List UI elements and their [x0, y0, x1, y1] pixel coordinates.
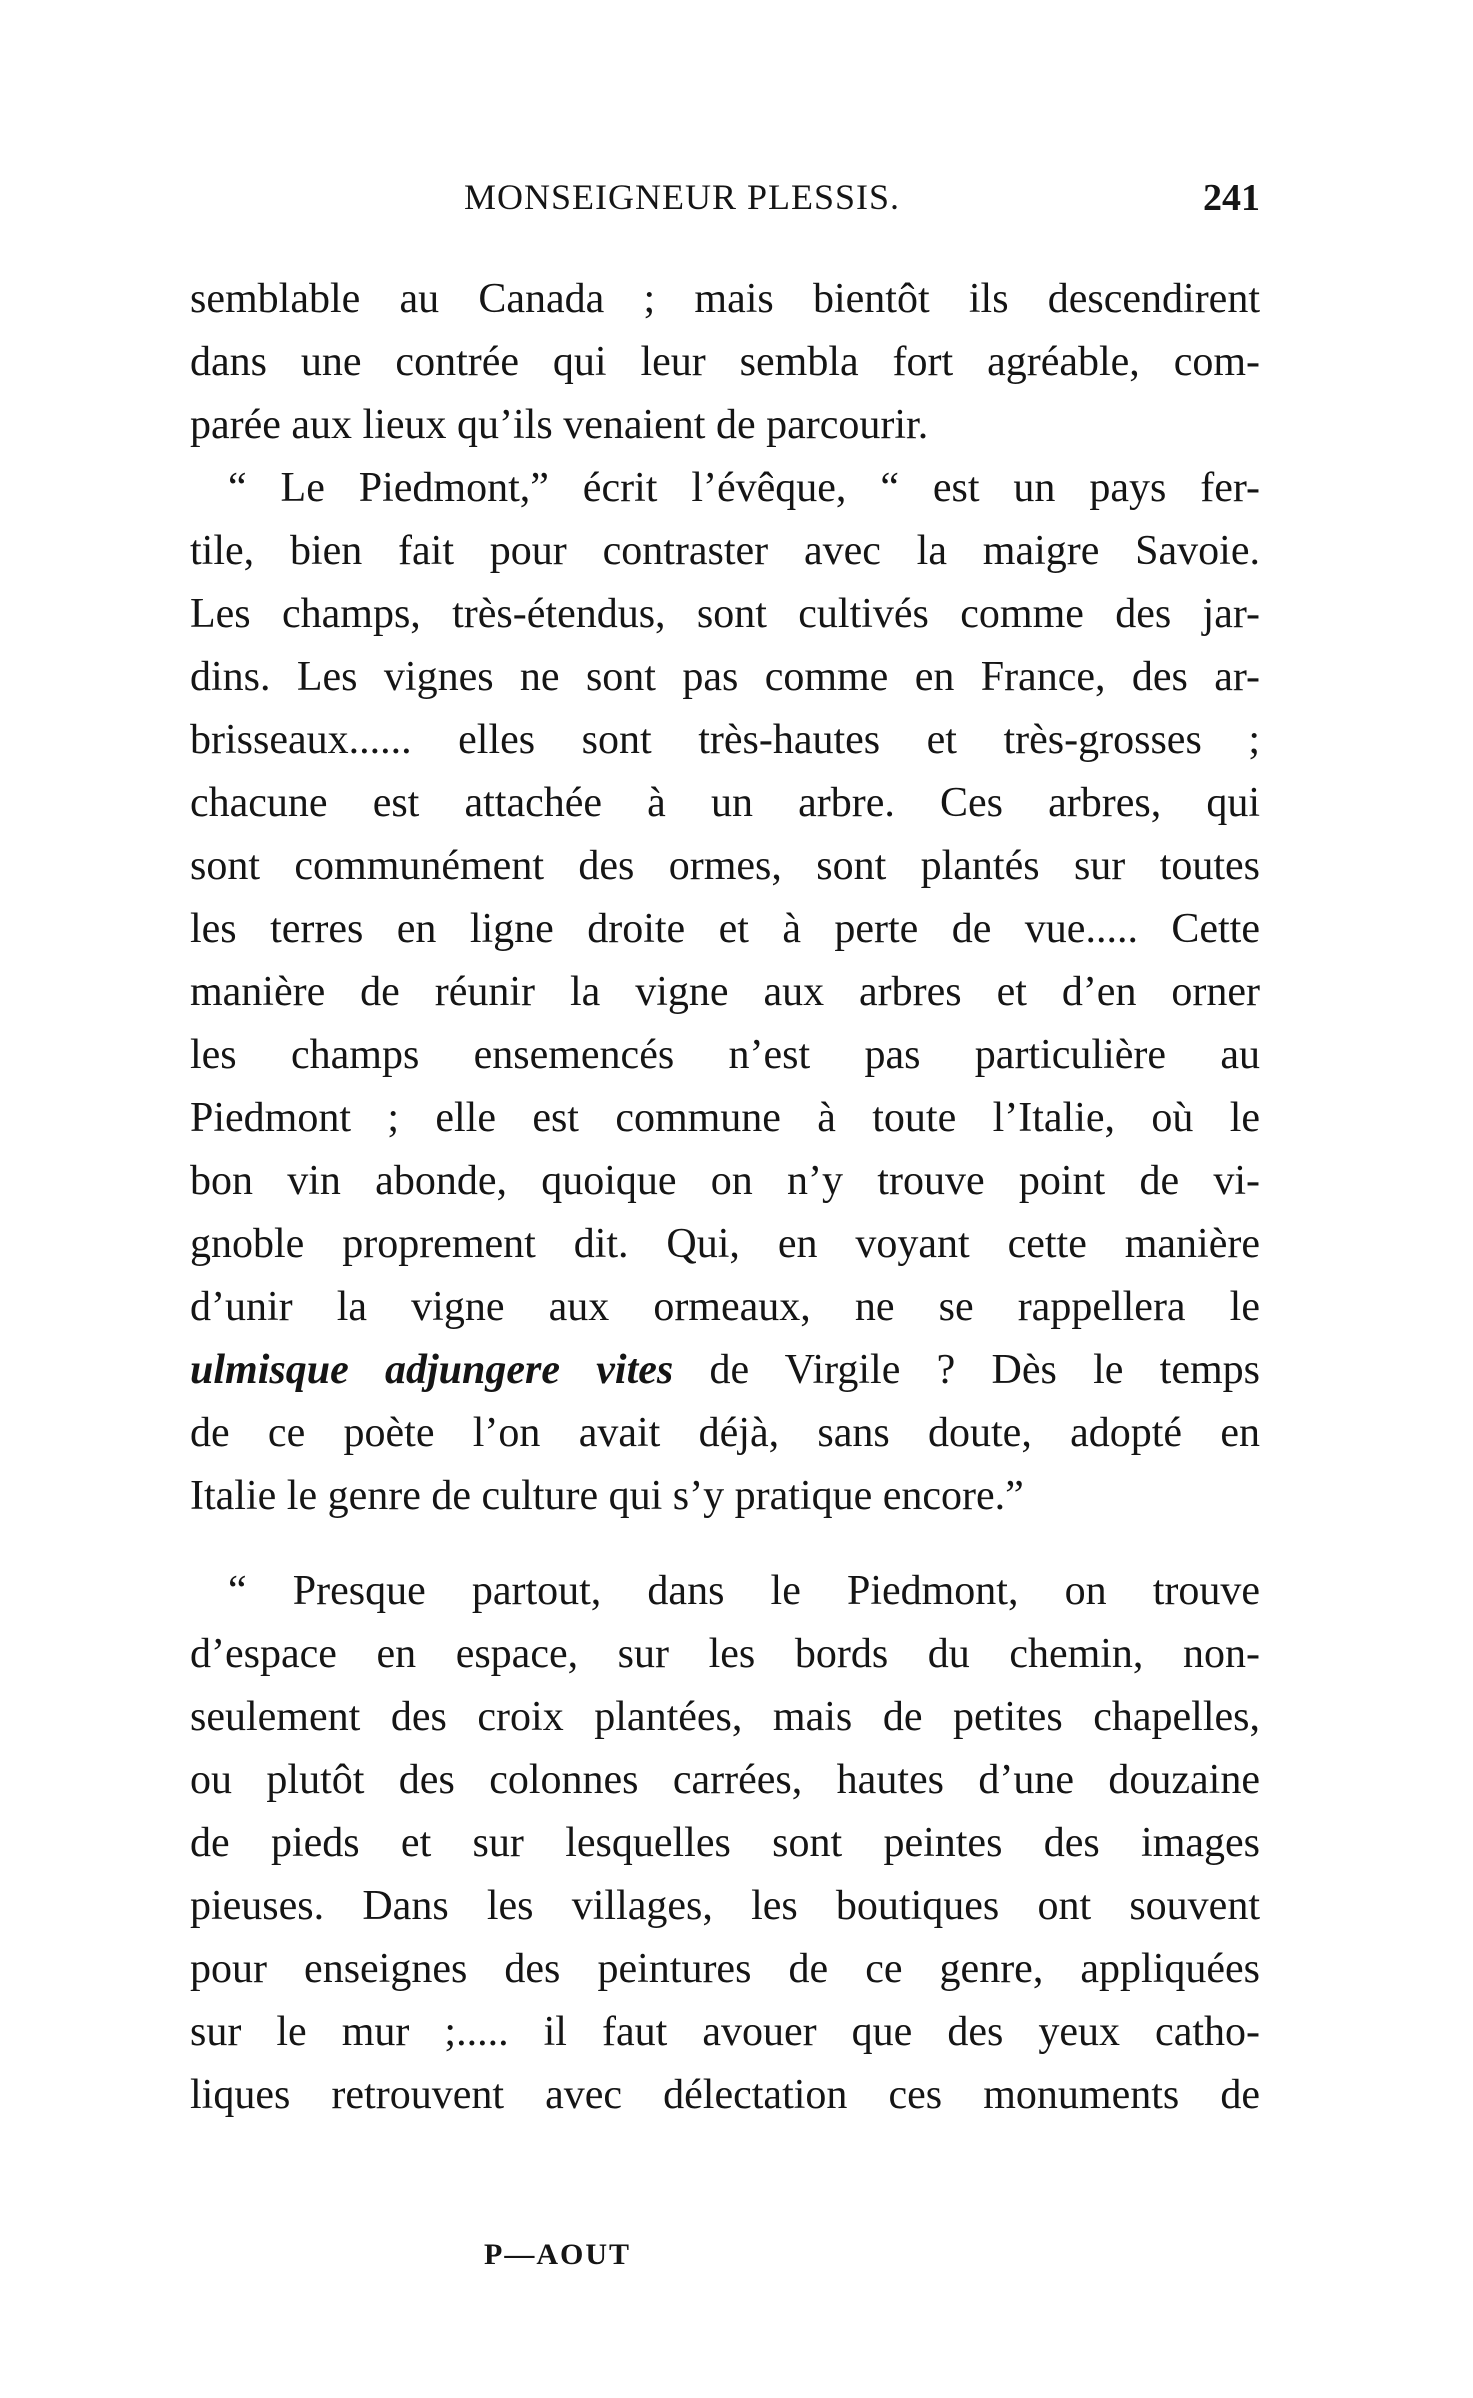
text-line: manière de réunir la vigne aux arbres et d’en orner [190, 969, 1260, 1015]
text-line: de ce poète l’on avait déjà, sans doute, adopté en [190, 1410, 1260, 1456]
text-line: parée aux lieux qu’ils venaient de parcourir. [190, 402, 929, 448]
text-line: liques retrouvent avec délectation ces monuments de [190, 2072, 1260, 2118]
text-line: brisseaux...... elles sont très-hautes et très-grosses ; [190, 717, 1260, 763]
text-line-latin-quote [190, 1339, 1260, 1402]
text-line: pieuses. Dans les villages, les boutiques ont souvent [190, 1883, 1260, 1929]
text-line: dins. Les vignes ne sont pas comme en France, des ar- [190, 654, 1260, 700]
text-line: de pieds et sur lesquelles sont peintes des images [190, 1820, 1260, 1866]
text-line: sont communément des ormes, sont plantés sur toutes [190, 843, 1260, 889]
text-line: les champs ensemencés n’est pas particulière au [190, 1032, 1260, 1078]
text-line: d’espace en espace, sur les bords du chemin, non- [190, 1631, 1260, 1677]
text-line-rest: de Virgile ? Dès le temps [673, 1347, 1260, 1393]
text-line: bon vin abonde, quoique on n’y trouve point de vi- [190, 1158, 1260, 1204]
text-line: gnoble proprement dit. Qui, en voyant cette manière [190, 1221, 1260, 1267]
text-line: Italie le genre de culture qui s’y pratique encore.” [190, 1473, 1024, 1519]
text-line: chacune est attachée à un arbre. Ces arbres, qui [190, 780, 1260, 826]
text-line: seulement des croix plantées, mais de petites chapelles, [190, 1694, 1260, 1740]
text-line: tile, bien fait pour contraster avec la maigre Savoie. [190, 528, 1260, 574]
page-number: 241 [1203, 177, 1260, 219]
paragraph-gap [190, 1528, 1260, 1560]
text-line: dans une contrée qui leur sembla fort agréable, com- [190, 339, 1260, 385]
text-line: les terres en ligne droite et à perte de vue..... Cette [190, 906, 1260, 952]
text-line: Les champs, très-étendus, sont cultivés comme des jar- [190, 591, 1260, 637]
text-line: “ Le Piedmont,” écrit l’évêque, “ est un pays fer- [228, 465, 1260, 511]
text-line: ou plutôt des colonnes carrées, hautes d’une douzaine [190, 1757, 1260, 1803]
text-line: semblable au Canada ; mais bientôt ils descendirent [190, 276, 1260, 322]
text-line: Piedmont ; elle est commune à toute l’Italie, où le [190, 1095, 1260, 1141]
text-line: “ Presque partout, dans le Piedmont, on trouve [228, 1568, 1260, 1614]
running-title: MONSEIGNEUR PLESSIS. [464, 177, 901, 217]
latin-quote: ulmisque adjungere vites [190, 1347, 674, 1393]
text-line: d’unir la vigne aux ormeaux, ne se rappellera le [190, 1284, 1260, 1330]
running-head [190, 176, 1260, 236]
text-line: sur le mur ;..... il faut avouer que des yeux catho- [190, 2009, 1260, 2055]
text-line: pour enseignes des peintures de ce genre, appliquées [190, 1946, 1260, 1992]
printer-signature: P—AOUT [484, 2238, 631, 2271]
body-text [190, 268, 1260, 2127]
